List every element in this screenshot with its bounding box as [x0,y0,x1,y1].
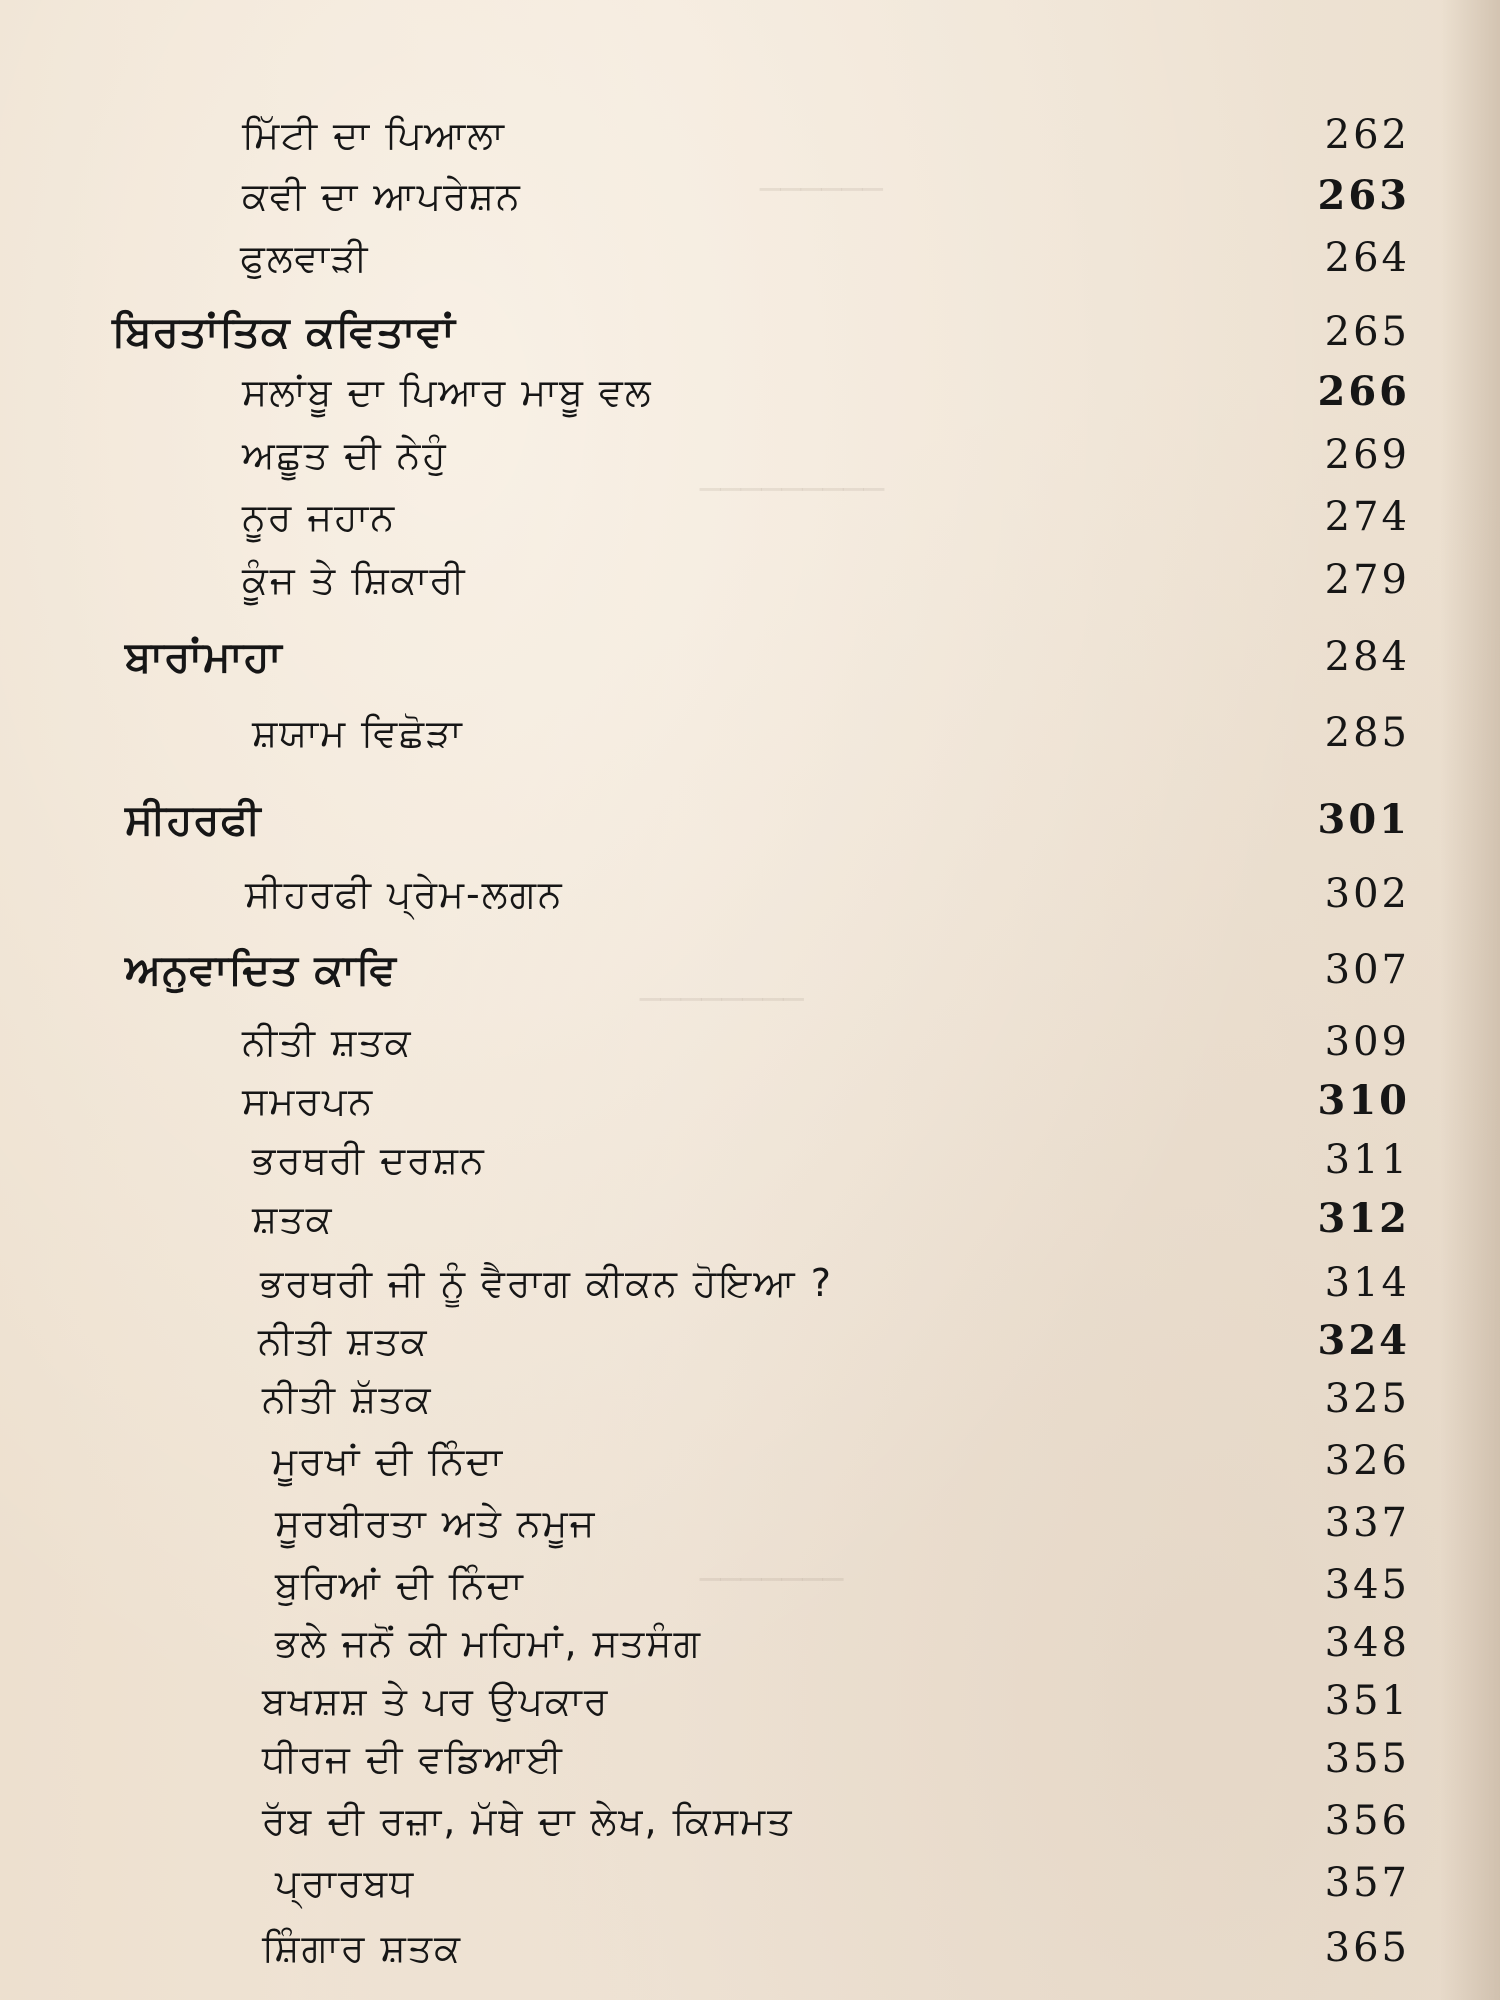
toc-entry [0,703,1500,763]
entry-title: ਰੱਬ ਦੀ ਰਜ਼ਾ, ਮੱਥੇ ਦਾ ਲੇਖ, ਕਿਸਮਤ [262,1799,794,1843]
toc-entry [0,105,1500,165]
page-number: 302 [1324,871,1410,917]
page-number: 355 [1324,1736,1410,1782]
page-number: 365 [1324,1925,1410,1971]
toc-entry [0,487,1500,547]
toc-entry [0,1253,1500,1313]
toc-entry [0,864,1500,924]
section-title: ਬਿਰਤਾਂਤਿਕ ਕਵਿਤਾਵਾਂ [112,307,456,356]
page-number: 274 [1324,494,1410,540]
page-number: 284 [1324,634,1410,680]
entry-title: ਮੂਰਖਾਂ ਦੀ ਨਿੰਦਾ [272,1439,505,1483]
toc-entry-section [0,302,1500,362]
entry-title: ਸ਼ਯਾਮ ਵਿਛੋੜਾ [252,711,464,755]
entry-title: ਭਰਥਰੀ ਜੀ ਨੂੰ ਵੈਰਾਗ ਕੀਕਨ ਹੋਇਆ ? [260,1261,833,1305]
entry-title: ਭਰਥਰੀ ਦਰਸ਼ਨ [252,1138,486,1182]
toc-entry [0,1918,1500,1978]
toc-entry [0,1311,1500,1371]
page-number: 263 [1317,172,1410,219]
entry-title: ਸੂਰਬੀਰਤਾ ਅਤੇ ਨਮੂਜ [275,1501,597,1545]
entry-title: ਨੀਤੀ ਸ਼ਤਕ [242,1020,413,1064]
page-number: 264 [1324,235,1410,281]
section-title: ਬਾਰਾਂਮਾਹਾ [125,632,283,681]
toc-entry-section [0,940,1500,1000]
toc-entry [0,1853,1500,1913]
page-number: 314 [1324,1260,1410,1306]
section-title: ਅਨੁਵਾਦਿਤ ਕਾਵਿ [125,945,397,994]
toc-entry [0,1130,1500,1190]
toc-entry [0,1613,1500,1673]
page-number: 345 [1324,1562,1410,1608]
toc-entry [0,1431,1500,1491]
page-number: 301 [1317,796,1410,843]
page-number: 269 [1324,432,1410,478]
entry-title: ਧੀਰਜ ਦੀ ਵਡਿਆਈ [262,1737,564,1781]
entry-title: ਸ਼ਤਕ [252,1197,334,1241]
page-number: 262 [1324,112,1410,158]
bleed-through-text: ─────── [700,1560,844,1600]
bleed-through-text: ───────── [700,470,885,510]
toc-entry [0,1791,1500,1851]
entry-title: ਮਿੱਟੀ ਦਾ ਪਿਆਲਾ [242,113,506,157]
bleed-through-text: ──────── [640,980,804,1020]
entry-title: ਨੀਤੀ ਸ਼ਤਕ [258,1319,429,1363]
section-title: ਸੀਹਰਫੀ [125,795,262,844]
toc-entry-section [0,790,1500,850]
entry-title: ਬਖਸ਼ਸ਼ ਤੇ ਪਰ ਉਪਕਾਰ [262,1679,610,1723]
entry-title: ਸੀਹਰਫੀ ਪ੍ਰੇਮ-ਲਗਨ [245,872,564,916]
toc-entry [0,166,1500,226]
page-number: 312 [1317,1195,1410,1242]
toc-entry [0,1493,1500,1553]
entry-title: ਬੁਰਿਆਂ ਦੀ ਨਿੰਦਾ [275,1563,525,1607]
toc-entry [0,228,1500,288]
page-number: 309 [1324,1019,1410,1065]
entry-title: ਭਲੇ ਜਨੋਂ ਕੀ ਮਹਿਮਾਂ, ਸਤਸੰਗ [275,1621,703,1665]
page-number: 351 [1324,1678,1410,1724]
toc-entry [0,1189,1500,1249]
toc-entry [0,1671,1500,1731]
toc-entry [0,1369,1500,1429]
bleed-through-text: ────── [760,170,883,210]
toc-entry [0,1555,1500,1615]
toc-entry [0,1071,1500,1131]
page-number: 279 [1324,557,1410,603]
entry-title: ਪ੍ਰਾਰਬਧ [275,1861,416,1905]
page-number: 357 [1324,1860,1410,1906]
toc-entry [0,1729,1500,1789]
page-number: 265 [1324,309,1410,355]
entry-title: ਸਲਾਂਬੂ ਦਾ ਪਿਆਰ ਮਾਬੂ ਵਲ [242,370,653,414]
entry-title: ਕੂੰਜ ਤੇ ਸ਼ਿਕਾਰੀ [242,558,467,602]
toc-entry [0,425,1500,485]
page-number: 337 [1324,1500,1410,1546]
page-number: 326 [1324,1438,1410,1484]
page-number: 356 [1324,1798,1410,1844]
toc-entry [0,1012,1500,1072]
entry-title: ਫੁਲਵਾੜੀ [240,236,370,280]
page-number: 324 [1317,1317,1410,1364]
entry-title: ਕਵੀ ਦਾ ਆਪਰੇਸ਼ਨ [242,174,522,218]
page-number: 285 [1324,710,1410,756]
page-number: 348 [1324,1620,1410,1666]
entry-title: ਸਮਰਪਨ [242,1079,375,1123]
page-number: 307 [1324,947,1410,993]
page-number: 311 [1324,1137,1410,1183]
toc-entry [0,362,1500,422]
entry-title: ਨੀਤੀ ਸ਼ੱਤਕ [262,1377,433,1421]
entry-title: ਨੂਰ ਜਹਾਨ [242,495,397,539]
page-number: 266 [1317,368,1410,415]
page-number: 310 [1317,1077,1410,1124]
entry-title: ਅਛੂਤ ਦੀ ਨੇਹੁੰ [242,433,448,477]
toc-entry-section [0,627,1500,687]
toc-entry [0,550,1500,610]
entry-title: ਸ਼ਿੰਗਾਰ ਸ਼ਤਕ [262,1926,463,1970]
page-number: 325 [1324,1376,1410,1422]
